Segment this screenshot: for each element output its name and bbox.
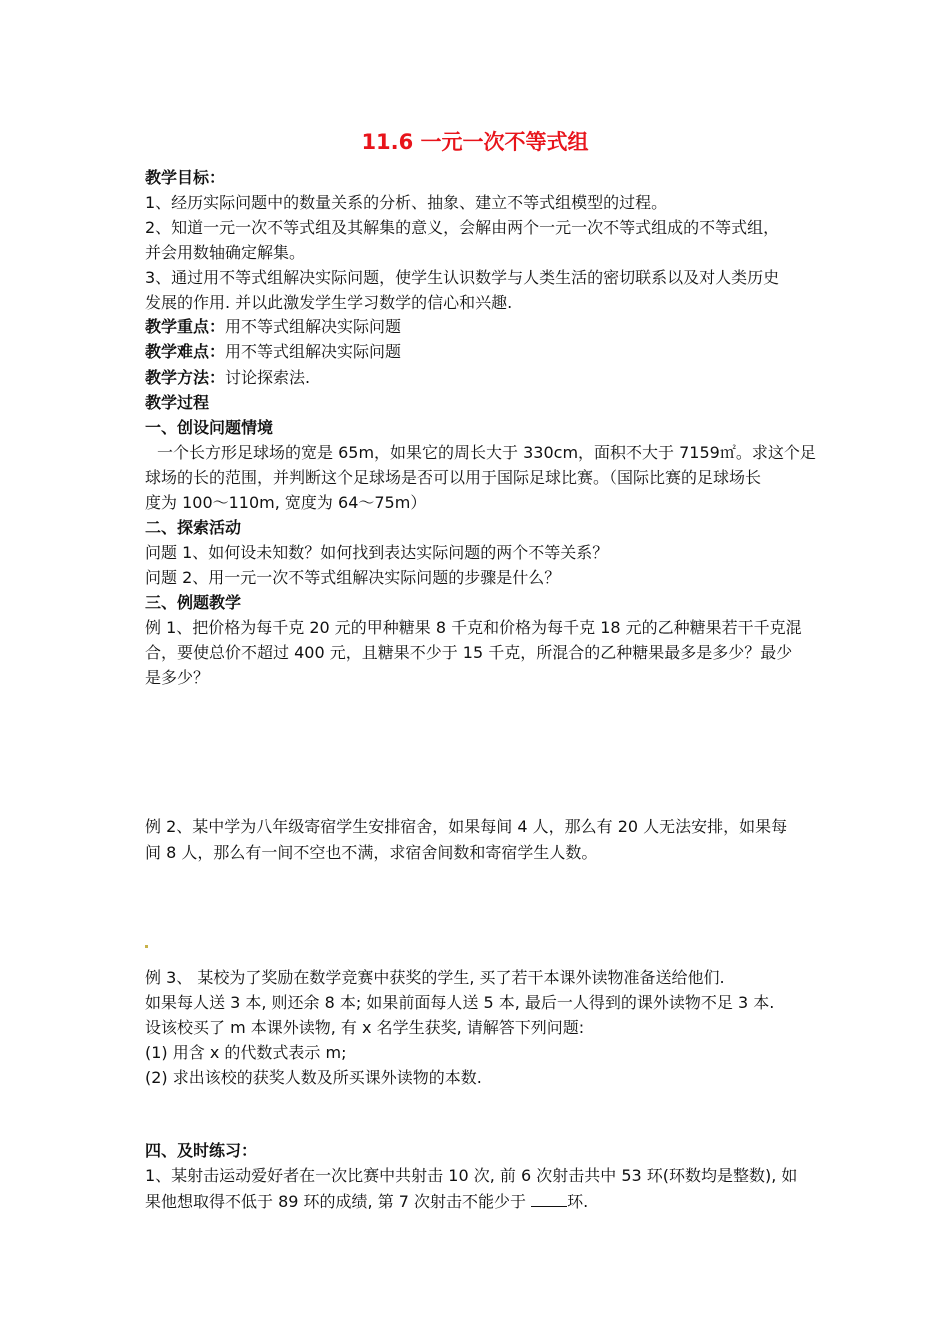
example-2-line-2: 间 8 人，那么有一间不空也不满，求宿舍间数和寄宿学生人数。: [145, 843, 598, 862]
example-1-line-2: 合，要使总价不超过 400 元，且糖果不少于 15 千克，所混合的乙种糖果最多是多少？最少: [145, 643, 793, 662]
example-3-line-5: (2) 求出该校的获奖人数及所买课外读物的本数.: [145, 1068, 482, 1087]
method-text: 讨论探索法.: [225, 368, 311, 387]
example-3-line-2: 如果每人送 3 本, 则还余 8 本; 如果前面每人送 5 本, 最后一人得到的课外读物不足 3 本.: [145, 993, 775, 1012]
objective-3-line-2: 发展的作用. 并以此激发学生学习数学的信心和兴趣.: [145, 293, 513, 312]
practice-1-line-2-text: 果他想取得不低于 89 环的成绩, 第 7 次射击不能少于: [145, 1192, 527, 1211]
difficulty-text: 用不等式组解决实际问题: [225, 342, 402, 361]
section-3-heading: 三、例题教学: [145, 593, 242, 612]
key-point-label: 教学重点：: [145, 317, 226, 336]
section-2-heading: 二、探索活动: [145, 518, 242, 537]
example-1-line-3: 是多少？: [145, 668, 210, 687]
objective-1: 1、经历实际问题中的数量关系的分析、抽象、建立不等式组模型的过程。: [145, 193, 668, 212]
difficulty-label: 教学难点：: [145, 342, 226, 361]
question-2: 问题 2、用一元一次不等式组解决实际问题的步骤是什么？: [145, 568, 561, 587]
practice-1-line-2: [145, 1190, 825, 1214]
example-1-line-1: 例 1、把价格为每千克 20 元的甲种糖果 8 千克和价格为每千克 18 元的乙种糖果若干千克混: [145, 618, 802, 637]
question-1: 问题 1、如何设未知数？如何找到表达实际问题的两个不等关系？: [145, 543, 609, 562]
key-point-text: 用不等式组解决实际问题: [225, 317, 402, 336]
objective-2-line-1: 2、知道一元一次不等式组及其解集的意义，会解由两个一元一次不等式组成的不等式组，: [145, 218, 780, 237]
objectives-heading: 教学目标：: [145, 168, 226, 187]
section-1-line-2: 球场的长的范围，并判断这个足球场是否可以用于国际足球比赛。（国际比赛的足球场长: [145, 468, 762, 487]
answer-blank[interactable]: [531, 1191, 567, 1207]
key-point: [145, 315, 825, 339]
objective-2-line-2: 并会用数轴确定解集。: [145, 243, 306, 262]
method-label: 教学方法：: [145, 368, 226, 387]
example-3-line-3: 设该校买了 m 本课外读物, 有 x 名学生获奖, 请解答下列问题:: [145, 1018, 585, 1037]
example-3-line-4: (1) 用含 x 的代数式表示 m;: [145, 1043, 347, 1062]
section-4-heading: 四、及时练习：: [145, 1141, 258, 1160]
practice-1-line-1: 1、某射击运动爱好者在一次比赛中共射击 10 次, 前 6 次射击共中 53 环(环数均是整数), 如: [145, 1166, 798, 1185]
example-3-line-1: 例 3、 某校为了奖励在数学竞赛中获奖的学生, 买了若干本课外读物准备送给他们.: [145, 968, 725, 987]
difficulty: [145, 340, 825, 364]
stray-mark: [145, 945, 148, 948]
objective-3-line-1: 3、通过用不等式组解决实际问题，使学生认识数学与人类生活的密切联系以及对人类历史: [145, 268, 780, 287]
method: [145, 366, 825, 390]
section-1-line-3: 度为 100～110m, 宽度为 64～75m）: [145, 493, 427, 512]
practice-1-line-2-unit: 环.: [567, 1192, 589, 1211]
page-title: 11.6 一元一次不等式组: [361, 130, 589, 154]
process-heading: 教学过程: [145, 393, 210, 412]
example-2-line-1: 例 2、某中学为八年级寄宿学生安排宿舍，如果每间 4 人，那么有 20 人无法安排，如果每: [145, 817, 788, 836]
section-1-line-1: 一个长方形足球场的宽是 65m，如果它的周长大于 330cm，面积不大于 7159㎡。求这个足: [157, 443, 816, 462]
section-1-heading: 一、创设问题情境: [145, 418, 274, 437]
